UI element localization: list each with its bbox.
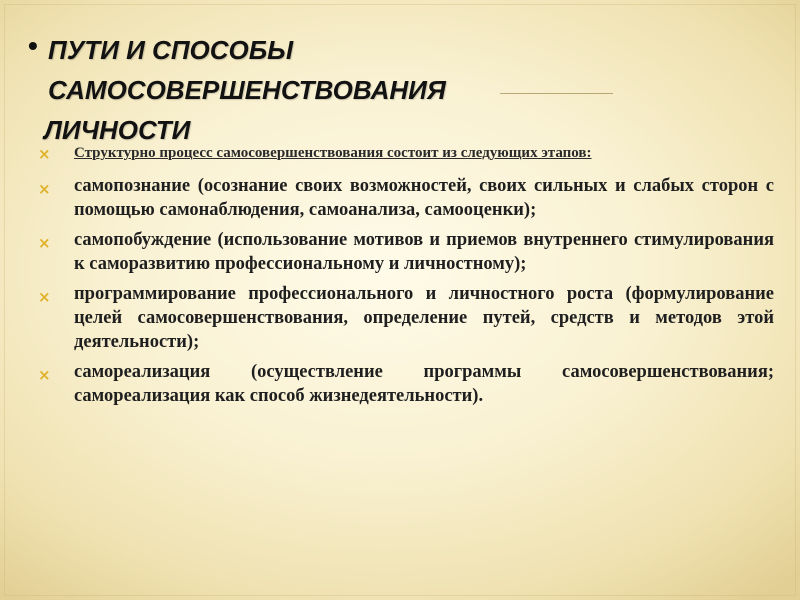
title-bullet-icon: • <box>28 30 38 61</box>
bullet-list <box>38 144 774 414</box>
cross-bullet-icon: × <box>38 366 51 384</box>
list-item <box>38 228 774 276</box>
intro-text: Структурно процесс самосовершенствования состоит из следующих этапов: <box>74 145 592 161</box>
cross-bullet-icon: × <box>38 234 51 252</box>
list-item <box>38 174 774 222</box>
list-item <box>38 360 774 408</box>
list-item-text: программирование профессионального и личностного роста (формулирование целей самосовершенствования, определение путей, средств и методов этой деятельности); <box>74 284 774 352</box>
list-item <box>38 282 774 354</box>
title-underline <box>500 93 613 94</box>
list-item-text: самопобуждение (использование мотивов и приемов внутреннего стимулирования к саморазвитию профессиональному и личностному); <box>74 230 774 274</box>
list-item-text: самореализация (осуществление программы самосовершенствования; самореализация как способ жизнедеятельности). <box>74 362 774 406</box>
title-line: ЛИЧНОСТИ <box>44 115 191 145</box>
slide-title <box>44 30 628 150</box>
title-line: ПУТИ И СПОСОБЫ <box>48 35 294 65</box>
intro-item <box>38 144 774 163</box>
cross-bullet-icon: × <box>38 145 51 163</box>
cross-bullet-icon: × <box>38 180 51 198</box>
list-item-text: самопознание (осознание своих возможностей, своих сильных и слабых сторон с помощью самонаблюдения, самоанализа, самооценки); <box>74 176 774 220</box>
title-line: САМОСОВЕРШЕНСТВОВАНИЯ <box>48 75 446 105</box>
title-block <box>28 30 628 150</box>
cross-bullet-icon: × <box>38 288 51 306</box>
